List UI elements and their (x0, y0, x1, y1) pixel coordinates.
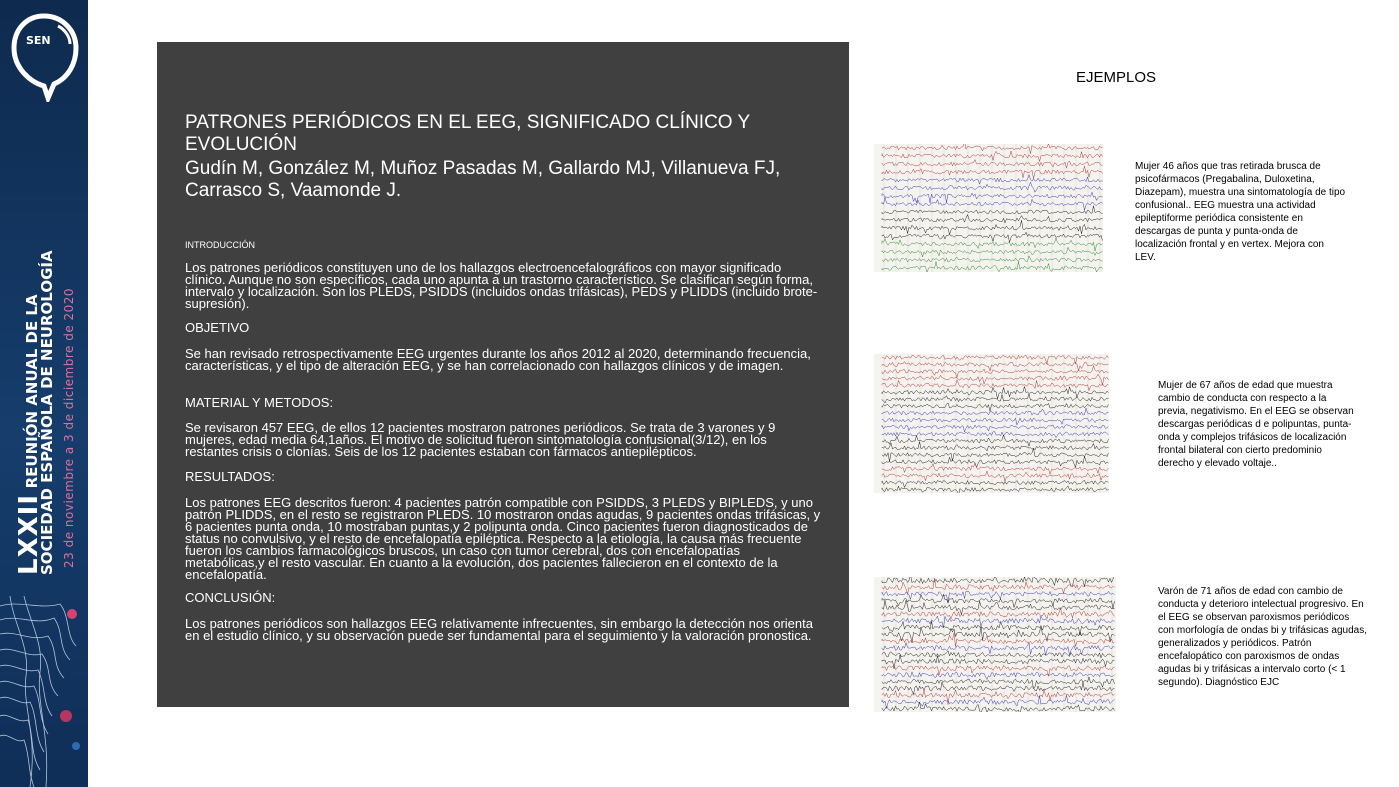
sen-logo (8, 10, 80, 102)
event-dates: 23 de noviembre a 3 de diciembre de 2020 (62, 287, 76, 568)
examples-heading: EJEMPLOS (1076, 69, 1157, 86)
poster-title: PATRONES PERIÓDICOS EN EL EEG, SIGNIFICADO CLÍNICO Y EVOLUCIÓN (185, 112, 750, 155)
brain-illustration (0, 596, 88, 787)
eeg-trace-2 (874, 354, 1109, 493)
conclusion-text: Los patrones periódicos son hallazgos EEG relativamente infrecuentes, sin embargo la detección nos orienta en el estudio clínico, y su observación puede ser fundamental para el seguimiento y la valoración pronostica. (185, 616, 813, 643)
intro-heading: INTRODUCCIÓN (185, 240, 255, 250)
eeg-trace-1 (874, 144, 1103, 272)
conclusion-heading: CONCLUSIÓN: (185, 590, 276, 605)
objective-text: Se han revisado retrospectivamente EEG urgentes durante los años 2012 al 2020, determinando frecuencia, características, y el tipo de alteración EEG, y se han correlacionado con hallazgos clínicos y de imagen. (185, 346, 811, 373)
case-3-description: Varón de 71 años de edad con cambio de conducta y deterioro intelectual progresivo. En el EEG se observan paroxismos periódicos con morfología de ondas bi y trifásicas agudas, generalizados y periódicos. Patrón encefalopático con paroxismos de ondas agudas bi y trifásicas a intervalo corto (< 1 segundo). Diagnóstico EJC (1158, 586, 1368, 688)
results-heading: RESULTADOS: (185, 469, 275, 484)
poster-panel (157, 42, 849, 707)
eeg-trace-3 (874, 577, 1116, 712)
event-title-rest: REUNIÓN ANUAL DE LA (23, 294, 41, 489)
results-text: Los patrones EEG descritos fueron: 4 pacientes patrón compatible con PSIDDS, 3 PLEDS y BIPLEDS, y uno patrón PLIDDS, en el resto se registraron PLEDS. 10 mostraron ondas agudas, 9 pacientes ondas trifásicas, y 6 pacientes punta onda, 10 mostraban puntas,y 2 polipunta onda. Cinco pacientes fueron diagnosticados de status no convulsivo, y el resto de encefalopatía epiléptica. Respecto a la etiología, la causa más frecuente fueron los cambios farmacológicos bruscos, un caso con tumor cerebral, dos con encefalopatías metabólicas,y el resto vascular. En cuanto a la evolución, dos pacientes fallecieron en el contexto de la encefalopatía. (185, 495, 821, 582)
methods-text: Se revisaron 457 EEG, de ellos 12 pacientes mostraron patrones periódicos. Se trata de 3 varones y 9 mujeres, edad media 64,1años. El motivo de solicitud fueron sintomatología confusional(3/12), en los restantes crisis o clonías. Seis de los 12 pacientes estaban con fármacos antiepilépticos. (185, 420, 776, 459)
objective-heading: OBJETIVO (185, 320, 250, 335)
intro-text: Los patrones periódicos constituyen uno de los hallazgos electroencefalográficos con mayor significado clínico. Aunque no son específicos, cada uno apunta a un trastorno característico. Se clasifican según forma, intervalo y localización. Son los PLEDS, PSIDDS (incluidos ondas trifásicas), PEDS y PLIDDS (incluido brote-supresión). (185, 260, 818, 311)
logo-text: SEN (26, 34, 51, 47)
event-number: LXXII (14, 493, 44, 575)
case-1-description: Mujer 46 años que tras retirada brusca de psicofármacos (Pregabalina, Duloxetina, Diazepam), muestra una sintomatología de tipo confusional.. EEG muestra una actividad epileptiforme periódica consistente en descargas de punta y punta-onda de localización frontal y en vertex. Mejora con LEV. (1135, 161, 1346, 263)
case-2-description: Mujer de 67 años de edad que muestra cambio de conducta con respecto a la previa, negativismo. En el EEG se observan descargas periódicas d e polipuntas, punta-onda y complejos trifásicos de localización frontal bilateral con cierto predominio derecho y elevado voltaje.. (1158, 380, 1354, 469)
poster-authors: Gudín M, González M, Muñoz Pasadas M, Gallardo MJ, Villanueva FJ, Carrasco S, Vaamonde J. (185, 158, 781, 201)
methods-heading: MATERIAL Y METODOS: (185, 395, 334, 410)
event-title-line2: SOCIEDAD ESPAÑOLA DE NEUROLOGÍA (38, 250, 56, 575)
sidebar (0, 0, 88, 787)
